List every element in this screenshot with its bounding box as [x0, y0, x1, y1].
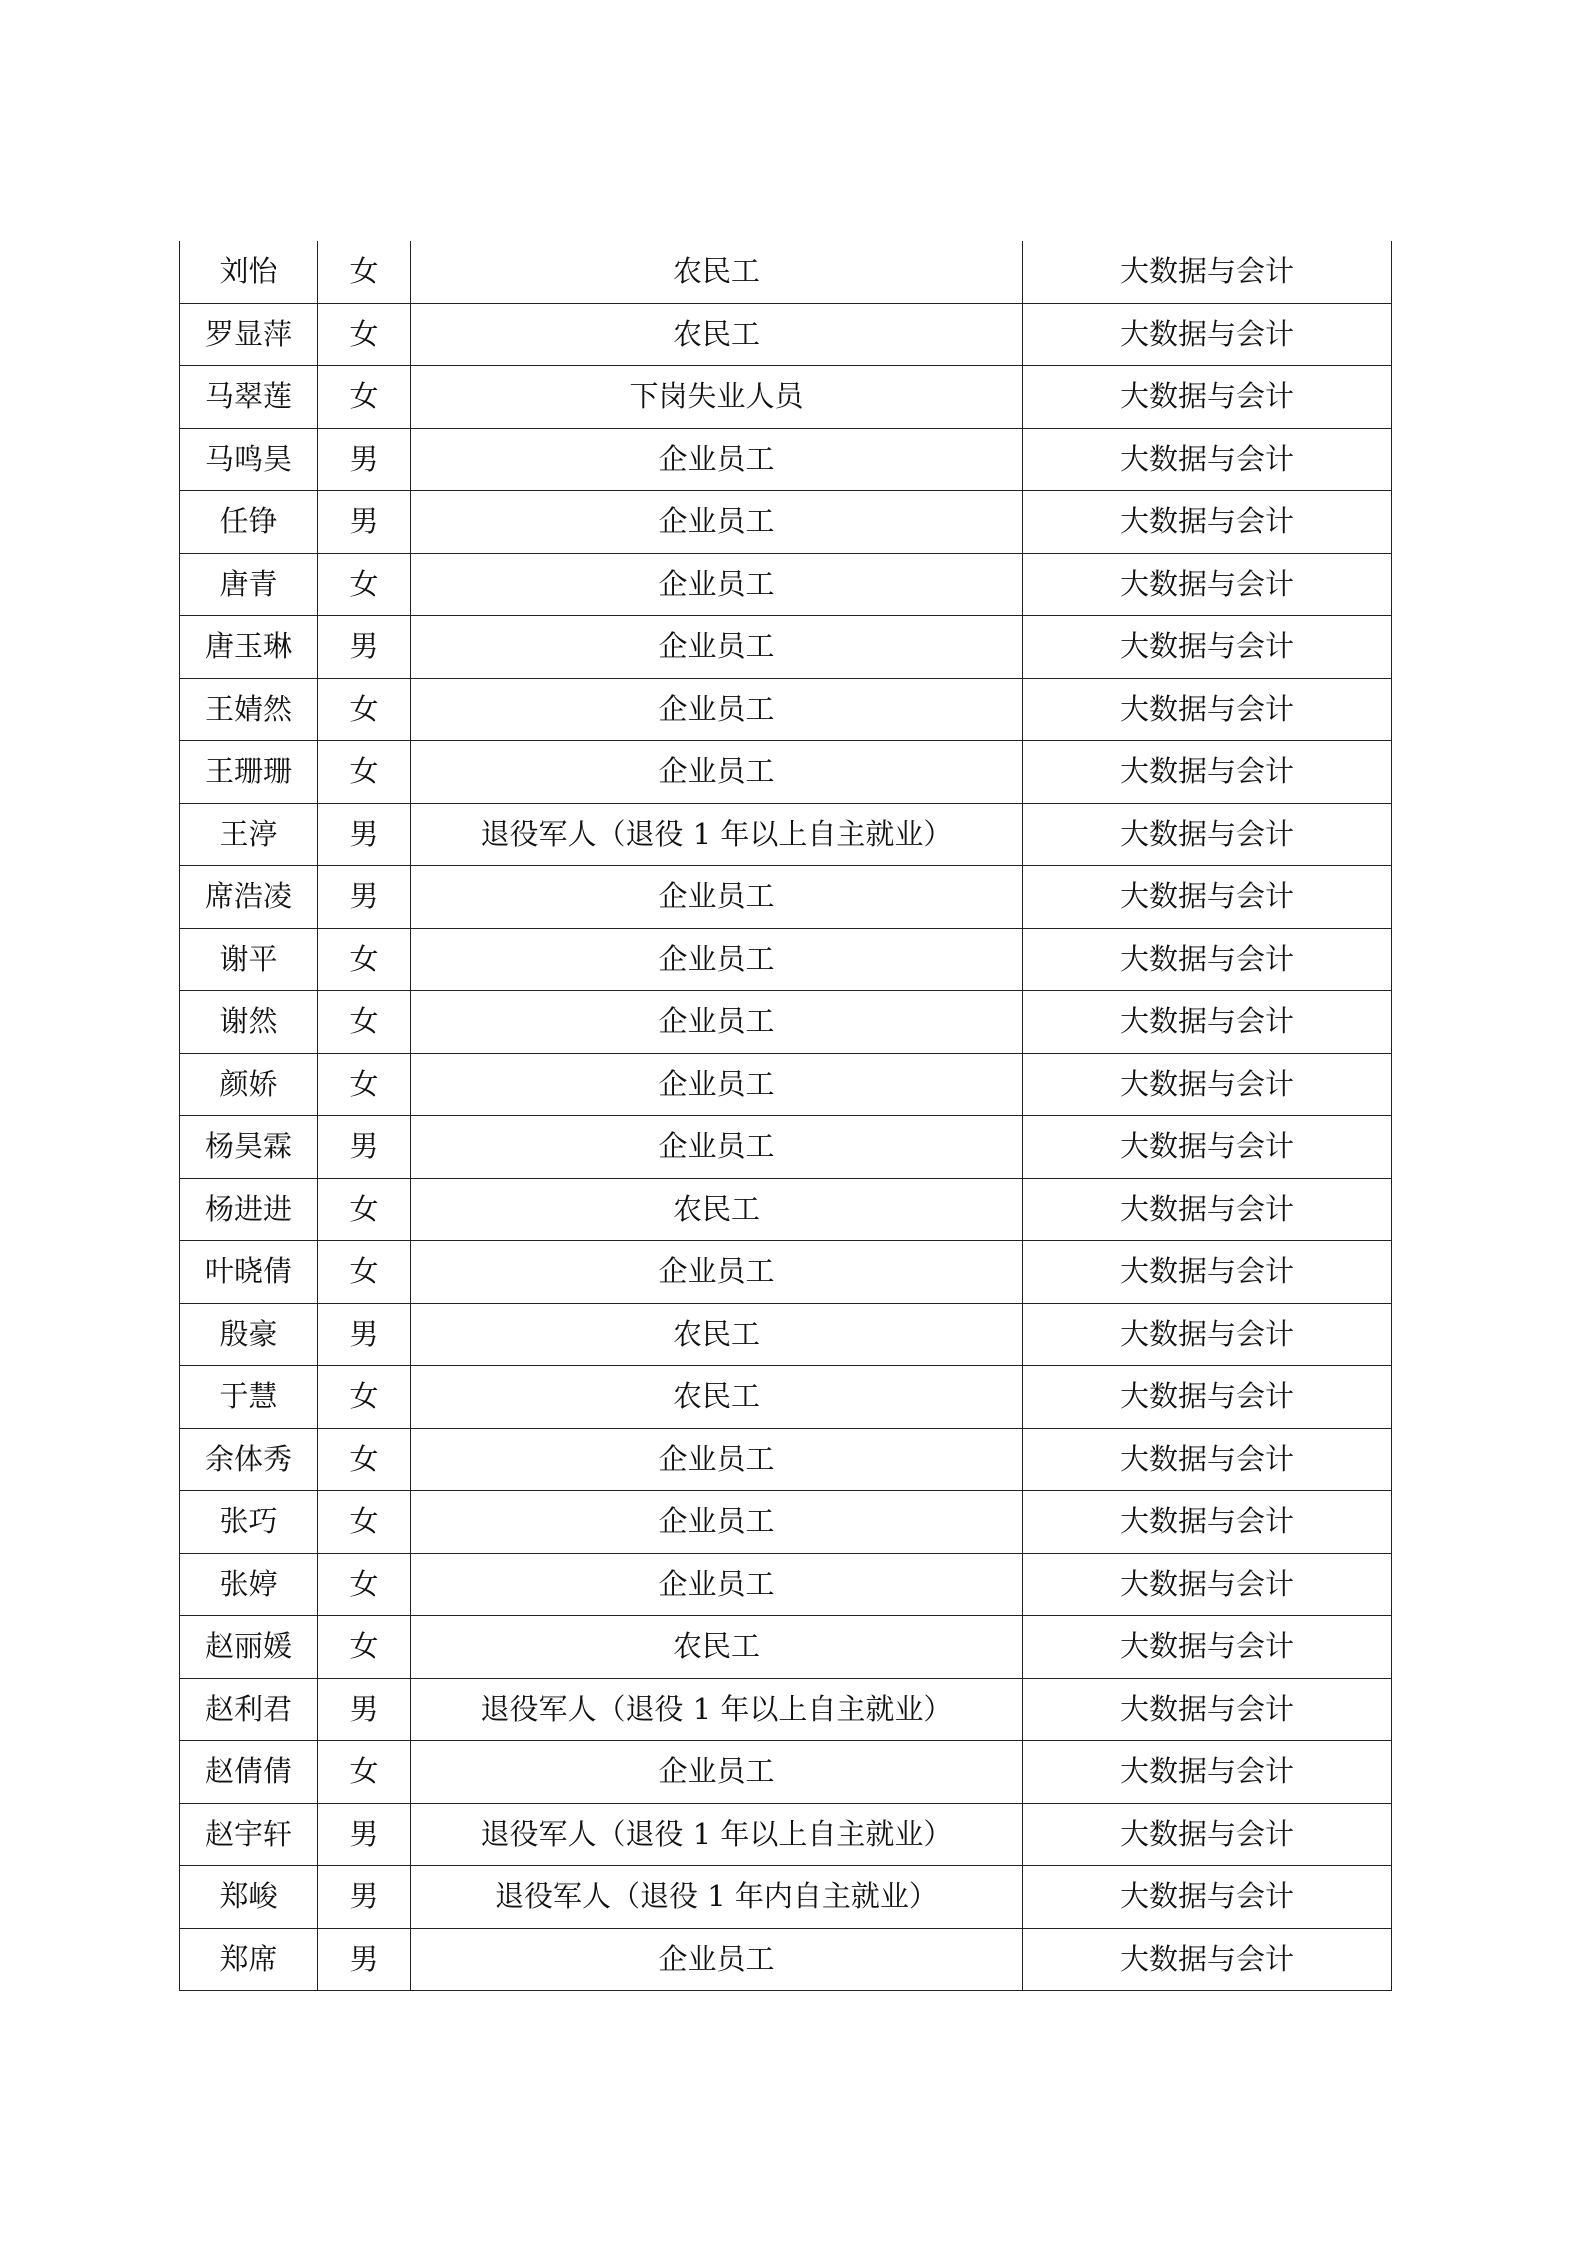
table-row — [180, 991, 1392, 1054]
major-cell: 大数据与会计 — [1023, 241, 1392, 303]
gender-cell: 女 — [318, 1428, 411, 1491]
name-cell: 赵利君 — [180, 1678, 318, 1741]
personnel-type-cell: 农民工 — [411, 1616, 1023, 1679]
gender-cell: 女 — [318, 1366, 411, 1429]
personnel-type-cell: 企业员工 — [411, 616, 1023, 679]
personnel-type-cell: 企业员工 — [411, 678, 1023, 741]
table-row — [180, 741, 1392, 804]
major-cell: 大数据与会计 — [1023, 1116, 1392, 1179]
gender-cell: 男 — [318, 428, 411, 491]
table-row — [180, 803, 1392, 866]
gender-cell: 女 — [318, 741, 411, 804]
table-row — [180, 303, 1392, 366]
table-row — [180, 553, 1392, 616]
name-cell: 张巧 — [180, 1491, 318, 1554]
gender-cell: 男 — [318, 866, 411, 929]
name-cell: 唐青 — [180, 553, 318, 616]
table-row — [180, 1553, 1392, 1616]
roster-table — [179, 241, 1392, 1991]
major-cell: 大数据与会计 — [1023, 1678, 1392, 1741]
personnel-type-cell: 企业员工 — [411, 428, 1023, 491]
major-cell: 大数据与会计 — [1023, 1616, 1392, 1679]
personnel-type-cell: 企业员工 — [411, 1491, 1023, 1554]
name-cell: 王珊珊 — [180, 741, 318, 804]
personnel-type-cell: 农民工 — [411, 303, 1023, 366]
personnel-type-cell: 企业员工 — [411, 1428, 1023, 1491]
major-cell: 大数据与会计 — [1023, 866, 1392, 929]
gender-cell: 男 — [318, 803, 411, 866]
name-cell: 王渟 — [180, 803, 318, 866]
gender-cell: 男 — [318, 1116, 411, 1179]
major-cell: 大数据与会计 — [1023, 1866, 1392, 1929]
name-cell: 郑席 — [180, 1928, 318, 1991]
table-row — [180, 1866, 1392, 1929]
name-cell: 唐玉琳 — [180, 616, 318, 679]
name-cell: 马翠莲 — [180, 366, 318, 429]
major-cell: 大数据与会计 — [1023, 1241, 1392, 1304]
gender-cell: 男 — [318, 616, 411, 679]
major-cell: 大数据与会计 — [1023, 678, 1392, 741]
major-cell: 大数据与会计 — [1023, 1928, 1392, 1991]
personnel-type-cell: 企业员工 — [411, 1116, 1023, 1179]
gender-cell: 女 — [318, 991, 411, 1054]
name-cell: 殷豪 — [180, 1303, 318, 1366]
major-cell: 大数据与会计 — [1023, 1303, 1392, 1366]
gender-cell: 女 — [318, 241, 411, 303]
gender-cell: 女 — [318, 1741, 411, 1804]
table-row — [180, 241, 1392, 303]
name-cell: 任铮 — [180, 491, 318, 554]
gender-cell: 女 — [318, 1241, 411, 1304]
gender-cell: 女 — [318, 1178, 411, 1241]
table-row — [180, 1241, 1392, 1304]
major-cell: 大数据与会计 — [1023, 991, 1392, 1054]
major-cell: 大数据与会计 — [1023, 1803, 1392, 1866]
name-cell: 席浩凌 — [180, 866, 318, 929]
personnel-type-cell: 企业员工 — [411, 991, 1023, 1054]
name-cell: 赵丽媛 — [180, 1616, 318, 1679]
table-row — [180, 1053, 1392, 1116]
major-cell: 大数据与会计 — [1023, 1428, 1392, 1491]
personnel-type-cell: 退役军人（退役 1 年以上自主就业） — [411, 803, 1023, 866]
table-row — [180, 1366, 1392, 1429]
table-row — [180, 366, 1392, 429]
personnel-type-cell: 退役军人（退役 1 年以上自主就业） — [411, 1803, 1023, 1866]
personnel-type-cell: 农民工 — [411, 1366, 1023, 1429]
table-row — [180, 428, 1392, 491]
name-cell: 罗显萍 — [180, 303, 318, 366]
personnel-type-cell: 企业员工 — [411, 1928, 1023, 1991]
table-row — [180, 1428, 1392, 1491]
roster-table-body — [180, 241, 1392, 1991]
name-cell: 赵倩倩 — [180, 1741, 318, 1804]
name-cell: 谢然 — [180, 991, 318, 1054]
gender-cell: 男 — [318, 1678, 411, 1741]
personnel-type-cell: 下岗失业人员 — [411, 366, 1023, 429]
major-cell: 大数据与会计 — [1023, 741, 1392, 804]
major-cell: 大数据与会计 — [1023, 1178, 1392, 1241]
table-row — [180, 1616, 1392, 1679]
table-row — [180, 1178, 1392, 1241]
major-cell: 大数据与会计 — [1023, 491, 1392, 554]
personnel-type-cell: 退役军人（退役 1 年内自主就业） — [411, 1866, 1023, 1929]
gender-cell: 女 — [318, 1053, 411, 1116]
table-row — [180, 616, 1392, 679]
table-row — [180, 1303, 1392, 1366]
table-row — [180, 1741, 1392, 1804]
table-row — [180, 866, 1392, 929]
gender-cell: 男 — [318, 491, 411, 554]
personnel-type-cell: 退役军人（退役 1 年以上自主就业） — [411, 1678, 1023, 1741]
table-row — [180, 1803, 1392, 1866]
table-row — [180, 1116, 1392, 1179]
personnel-type-cell: 农民工 — [411, 1303, 1023, 1366]
major-cell: 大数据与会计 — [1023, 428, 1392, 491]
name-cell: 谢平 — [180, 928, 318, 991]
name-cell: 杨进进 — [180, 1178, 318, 1241]
name-cell: 余体秀 — [180, 1428, 318, 1491]
table-row — [180, 1491, 1392, 1554]
gender-cell: 女 — [318, 1616, 411, 1679]
major-cell: 大数据与会计 — [1023, 1741, 1392, 1804]
gender-cell: 女 — [318, 303, 411, 366]
major-cell: 大数据与会计 — [1023, 803, 1392, 866]
personnel-type-cell: 农民工 — [411, 241, 1023, 303]
major-cell: 大数据与会计 — [1023, 1053, 1392, 1116]
personnel-type-cell: 农民工 — [411, 1178, 1023, 1241]
personnel-type-cell: 企业员工 — [411, 1241, 1023, 1304]
personnel-type-cell: 企业员工 — [411, 553, 1023, 616]
personnel-type-cell: 企业员工 — [411, 1053, 1023, 1116]
name-cell: 叶晓倩 — [180, 1241, 318, 1304]
personnel-type-cell: 企业员工 — [411, 741, 1023, 804]
personnel-type-cell: 企业员工 — [411, 928, 1023, 991]
table-row — [180, 1928, 1392, 1991]
gender-cell: 女 — [318, 1553, 411, 1616]
name-cell: 王婧然 — [180, 678, 318, 741]
gender-cell: 男 — [318, 1303, 411, 1366]
gender-cell: 女 — [318, 553, 411, 616]
major-cell: 大数据与会计 — [1023, 1553, 1392, 1616]
gender-cell: 女 — [318, 678, 411, 741]
major-cell: 大数据与会计 — [1023, 303, 1392, 366]
personnel-type-cell: 企业员工 — [411, 1553, 1023, 1616]
gender-cell: 男 — [318, 1928, 411, 1991]
major-cell: 大数据与会计 — [1023, 1491, 1392, 1554]
gender-cell: 女 — [318, 366, 411, 429]
personnel-type-cell: 企业员工 — [411, 491, 1023, 554]
gender-cell: 男 — [318, 1866, 411, 1929]
table-row — [180, 678, 1392, 741]
name-cell: 于慧 — [180, 1366, 318, 1429]
major-cell: 大数据与会计 — [1023, 616, 1392, 679]
gender-cell: 女 — [318, 1491, 411, 1554]
name-cell: 杨昊霖 — [180, 1116, 318, 1179]
name-cell: 马鸣昊 — [180, 428, 318, 491]
major-cell: 大数据与会计 — [1023, 366, 1392, 429]
personnel-type-cell: 企业员工 — [411, 866, 1023, 929]
name-cell: 张婷 — [180, 1553, 318, 1616]
table-row — [180, 491, 1392, 554]
name-cell: 赵宇轩 — [180, 1803, 318, 1866]
table-row — [180, 928, 1392, 991]
gender-cell: 女 — [318, 928, 411, 991]
gender-cell: 男 — [318, 1803, 411, 1866]
name-cell: 刘怡 — [180, 241, 318, 303]
name-cell: 郑峻 — [180, 1866, 318, 1929]
major-cell: 大数据与会计 — [1023, 928, 1392, 991]
table-row — [180, 1678, 1392, 1741]
personnel-type-cell: 企业员工 — [411, 1741, 1023, 1804]
major-cell: 大数据与会计 — [1023, 1366, 1392, 1429]
name-cell: 颜娇 — [180, 1053, 318, 1116]
major-cell: 大数据与会计 — [1023, 553, 1392, 616]
